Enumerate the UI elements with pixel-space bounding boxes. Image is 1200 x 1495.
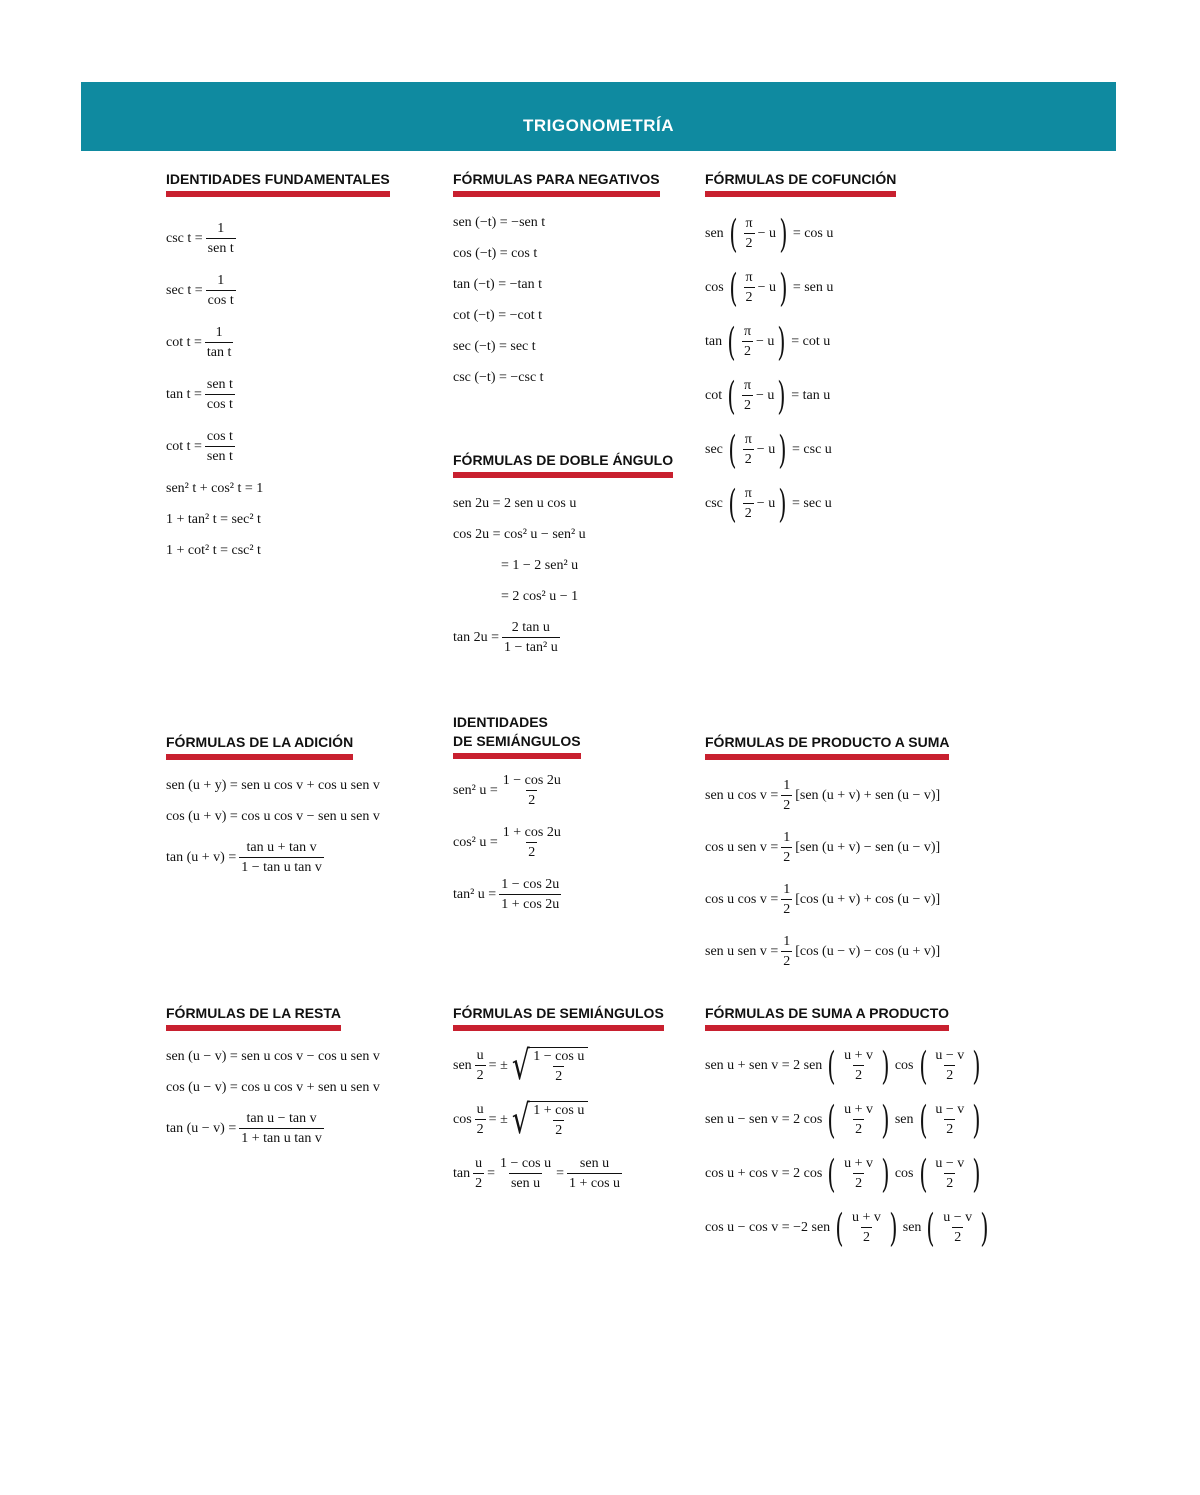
formula-line: sen (u − v) = sen u cos v − cos u sen v bbox=[166, 1048, 380, 1064]
parenthesized-group: ( $\frac{\pi}{2}$ − u ) bbox=[728, 428, 787, 472]
denominator: 2 bbox=[744, 287, 755, 307]
formula-lhs: tan (u − v) = bbox=[166, 1121, 237, 1136]
formula-lhs: sen u + sen v = 2 sen bbox=[705, 1058, 823, 1073]
formula-lhs: cos u cos v = bbox=[705, 892, 779, 907]
denominator: 2 bbox=[944, 1173, 955, 1193]
denominator: 2 bbox=[526, 790, 537, 810]
formula-line: cos (u + v) = cos u cos v − sen u sen v bbox=[166, 808, 380, 824]
formula-row bbox=[705, 1147, 994, 1201]
section-formulas-doble-angulo bbox=[453, 451, 673, 664]
numerator: sen t bbox=[206, 377, 233, 392]
numerator: 1 bbox=[217, 273, 225, 288]
numerator: π bbox=[744, 432, 752, 447]
fraction bbox=[781, 933, 792, 971]
denominator: 1 − tan² u bbox=[502, 637, 560, 657]
parenthesized-group: ( $\frac{\pi}{2}$ − u ) bbox=[729, 212, 788, 256]
numerator: u bbox=[476, 1102, 484, 1117]
numerator: 1 bbox=[217, 221, 225, 236]
formula-row bbox=[705, 1093, 994, 1147]
formula-row bbox=[166, 421, 390, 473]
denominator: 2 bbox=[526, 842, 537, 862]
fraction bbox=[501, 772, 563, 810]
numerator: tan u + tan v bbox=[246, 840, 317, 855]
parenthesized-group: ( $\frac{u + v}{2}$ ) bbox=[827, 1098, 890, 1142]
parenthesized-group: ( $\frac{u - v}{2}$ ) bbox=[918, 1098, 981, 1142]
formula-row bbox=[705, 369, 896, 423]
numerator: π bbox=[743, 378, 752, 393]
parenthesized-group: ( $\frac{u + v}{2}$ ) bbox=[827, 1152, 890, 1196]
formula-rhs: [sen (u + v) + sen (u − v)] bbox=[795, 788, 941, 803]
fraction bbox=[781, 777, 792, 815]
formula-row bbox=[453, 869, 581, 921]
denominator: 2 bbox=[952, 1227, 963, 1247]
title-banner bbox=[81, 82, 1116, 151]
fraction bbox=[475, 1101, 486, 1139]
denominator: 2 bbox=[853, 1119, 864, 1139]
fraction bbox=[567, 1155, 622, 1193]
function-name: sen bbox=[902, 1220, 922, 1235]
section-heading bbox=[453, 713, 581, 759]
formula-line: cot (−t) = −cot t bbox=[453, 307, 542, 323]
formula-lhs: cot t = bbox=[166, 439, 202, 454]
formula-line: tan (−t) = −tan t bbox=[453, 276, 542, 292]
section-identidades-fundamentales bbox=[166, 170, 390, 566]
numerator: π bbox=[745, 270, 753, 285]
formula-row bbox=[705, 822, 949, 874]
numerator: 1 + cos u bbox=[533, 1102, 585, 1118]
numerator: 2 tan u bbox=[511, 620, 550, 635]
section-formulas-cofuncion bbox=[705, 170, 896, 531]
denominator: 2 bbox=[742, 395, 753, 415]
numerator: sen u bbox=[579, 1156, 610, 1171]
function-name: cos bbox=[453, 1112, 472, 1127]
formula-row bbox=[453, 612, 673, 664]
parenthesized-group: ( $\frac{\pi}{2}$ − u ) bbox=[729, 266, 788, 310]
formula-row bbox=[453, 1039, 664, 1093]
section-heading: FÓRMULAS DE COFUNCIÓN bbox=[705, 170, 896, 197]
formula-lhs: tan 2u = bbox=[453, 630, 499, 645]
numerator: u + v bbox=[844, 1048, 874, 1063]
formula-row bbox=[453, 1093, 664, 1147]
equals-sign: = bbox=[556, 1166, 564, 1181]
parenthesized-group: ( $\frac{u + v}{2}$ ) bbox=[827, 1044, 890, 1088]
heading-line-2: DE SEMIÁNGULOS bbox=[453, 733, 581, 749]
section-formulas-resta bbox=[166, 1004, 380, 1155]
section-producto-a-suma bbox=[705, 733, 949, 978]
formula-row bbox=[705, 770, 949, 822]
formula-lhs: sen u − sen v = 2 cos bbox=[705, 1112, 823, 1127]
function-name: cot bbox=[705, 388, 723, 403]
formula-rhs: = sen u bbox=[792, 280, 834, 295]
numerator: 1 bbox=[783, 934, 791, 949]
formula-row bbox=[705, 207, 896, 261]
formula-line: sen (−t) = −sen t bbox=[453, 214, 546, 230]
formula-line: sen (u + y) = sen u cos v + cos u sen v bbox=[166, 777, 380, 793]
formula-line: cos (−t) = cos t bbox=[453, 245, 538, 261]
numerator: 1 − cos u bbox=[533, 1048, 585, 1064]
fraction bbox=[781, 881, 792, 919]
page-title: TRIGONOMETRÍA bbox=[523, 116, 674, 135]
formula-row bbox=[705, 1039, 994, 1093]
fraction bbox=[781, 829, 792, 867]
denominator: 2 bbox=[781, 951, 792, 971]
fraction bbox=[475, 1047, 486, 1085]
function-name: cos bbox=[705, 280, 724, 295]
parenthesized-group: ( $\frac{\pi}{2}$ − u ) bbox=[727, 374, 786, 418]
section-heading: FÓRMULAS DE DOBLE ÁNGULO bbox=[453, 451, 673, 478]
formula-lhs: cos u sen v = bbox=[705, 840, 779, 855]
denominator: 2 bbox=[944, 1119, 955, 1139]
denominator: 2 bbox=[853, 1065, 864, 1085]
minus-u: − u bbox=[756, 496, 776, 511]
formula-rhs: = cos u bbox=[792, 226, 834, 241]
section-heading: FÓRMULAS DE PRODUCTO A SUMA bbox=[705, 733, 949, 760]
fraction bbox=[205, 428, 235, 466]
numerator: 1 bbox=[215, 325, 223, 340]
formula-lhs: sen² u = bbox=[453, 783, 498, 798]
parenthesized-group: ( $\frac{\pi}{2}$ − u ) bbox=[727, 320, 786, 364]
numerator: 1 bbox=[783, 778, 791, 793]
formula-row bbox=[166, 317, 390, 369]
fraction bbox=[206, 272, 236, 310]
section-heading: FÓRMULAS PARA NEGATIVOS bbox=[453, 170, 660, 197]
denominator: 2 bbox=[475, 1119, 486, 1139]
equals-sign: = bbox=[487, 1166, 496, 1181]
function-name: tan bbox=[453, 1166, 471, 1181]
minus-u: − u bbox=[757, 280, 776, 295]
formula-line: sen 2u = 2 sen u cos u bbox=[453, 495, 577, 511]
radical-icon: √ bbox=[511, 1097, 530, 1143]
numerator: tan u − tan v bbox=[246, 1111, 317, 1126]
formula-row bbox=[166, 369, 390, 421]
section-heading: IDENTIDADES FUNDAMENTALES bbox=[166, 170, 390, 197]
function-name: cos bbox=[894, 1166, 914, 1181]
formula-row bbox=[705, 261, 896, 315]
formula-lhs: cos u − cos v = −2 sen bbox=[705, 1220, 831, 1235]
formula-rhs: [cos (u + v) + cos (u − v)] bbox=[795, 892, 941, 907]
formula-lhs: cos u + cos v = 2 cos bbox=[705, 1166, 823, 1181]
numerator: u bbox=[475, 1156, 483, 1171]
square-root bbox=[508, 1043, 589, 1089]
section-formulas-semiangulos bbox=[453, 1004, 664, 1201]
formula-row bbox=[705, 874, 949, 926]
formula-lhs: tan (u + v) = bbox=[166, 850, 237, 865]
formula-rhs: = cot u bbox=[791, 334, 831, 349]
formula-row bbox=[705, 926, 949, 978]
formula-lhs: cot t = bbox=[166, 335, 202, 350]
numerator: u − v bbox=[935, 1048, 965, 1063]
denominator: tan t bbox=[205, 342, 234, 362]
denominator: 1 + tan u tan v bbox=[239, 1128, 324, 1148]
numerator: cos t bbox=[206, 429, 233, 444]
denominator: 2 bbox=[742, 341, 753, 361]
numerator: u − v bbox=[935, 1102, 965, 1117]
denominator: 2 bbox=[553, 1066, 564, 1086]
formula-lhs: tan² u = bbox=[453, 887, 497, 902]
numerator: u bbox=[476, 1048, 484, 1063]
formula-line: cos 2u = cos² u − sen² u bbox=[453, 526, 586, 542]
denominator: 1 + cos u bbox=[567, 1173, 622, 1193]
formula-line: cos (u − v) = cos u cos v + sen u sen v bbox=[166, 1079, 380, 1095]
function-name: cos bbox=[894, 1058, 914, 1073]
denominator: 2 bbox=[743, 449, 754, 469]
radical-icon: √ bbox=[511, 1043, 530, 1089]
denominator: 2 bbox=[475, 1065, 486, 1085]
fraction bbox=[473, 1155, 484, 1193]
function-name: sen bbox=[894, 1112, 914, 1127]
numerator: π bbox=[743, 324, 752, 339]
denominator: 2 bbox=[744, 233, 755, 253]
formula-row bbox=[453, 765, 581, 817]
fraction bbox=[206, 220, 236, 258]
formula-row bbox=[166, 1103, 380, 1155]
formula-row bbox=[705, 423, 896, 477]
denominator: 2 bbox=[861, 1227, 872, 1247]
formula-rhs: = sec u bbox=[792, 496, 832, 511]
fraction bbox=[499, 876, 561, 914]
formula-rhs: = tan u bbox=[791, 388, 831, 403]
denominator: 1 + cos 2u bbox=[499, 894, 561, 914]
denominator: 1 − tan u tan v bbox=[239, 857, 324, 877]
formula-row bbox=[705, 477, 896, 531]
numerator: 1 + cos 2u bbox=[502, 825, 561, 840]
numerator: u + v bbox=[844, 1156, 874, 1171]
formula-line: 1 + tan² t = sec² t bbox=[166, 511, 261, 527]
numerator: u + v bbox=[844, 1102, 874, 1117]
minus-u: − u bbox=[756, 334, 775, 349]
fraction bbox=[498, 1155, 553, 1193]
formula-line: = 2 cos² u − 1 bbox=[501, 588, 579, 604]
formula-rhs: [sen (u + v) − sen (u − v)] bbox=[795, 840, 941, 855]
section-heading: FÓRMULAS DE LA ADICIÓN bbox=[166, 733, 353, 760]
fraction bbox=[239, 839, 324, 877]
equals-plus-minus: = ± bbox=[488, 1058, 508, 1073]
section-formulas-adicion bbox=[166, 733, 380, 884]
denominator: 2 bbox=[781, 795, 792, 815]
numerator: π bbox=[744, 486, 752, 501]
formula-line: sec (−t) = sec t bbox=[453, 338, 536, 354]
formula-row bbox=[166, 265, 390, 317]
numerator: π bbox=[745, 216, 753, 231]
formula-lhs: sen u sen v = bbox=[705, 944, 779, 959]
numerator: u − v bbox=[935, 1156, 965, 1171]
parenthesized-group: ( $\frac{\pi}{2}$ − u ) bbox=[728, 482, 787, 526]
parenthesized-group: ( $\frac{u - v}{2}$ ) bbox=[926, 1206, 989, 1250]
formula-line: = 1 − 2 sen² u bbox=[501, 557, 579, 573]
function-name: csc bbox=[705, 496, 723, 511]
section-formulas-negativos bbox=[453, 170, 660, 393]
formula-lhs: sec t = bbox=[166, 283, 203, 298]
function-name: sen bbox=[705, 226, 724, 241]
square-root bbox=[508, 1097, 589, 1143]
heading-line-1: IDENTIDADES bbox=[453, 714, 548, 730]
function-name: sec bbox=[705, 442, 723, 457]
section-identidades-semiangulos bbox=[453, 713, 581, 921]
parenthesized-group: ( $\frac{u - v}{2}$ ) bbox=[918, 1152, 981, 1196]
fraction bbox=[239, 1110, 324, 1148]
numerator: u − v bbox=[943, 1210, 973, 1225]
numerator: u + v bbox=[852, 1210, 881, 1225]
denominator: cos t bbox=[206, 290, 236, 310]
denominator: 2 bbox=[944, 1065, 955, 1085]
fraction bbox=[205, 324, 234, 362]
formula-row bbox=[166, 213, 390, 265]
formula-row bbox=[453, 817, 581, 869]
denominator: 2 bbox=[781, 847, 792, 867]
fraction bbox=[501, 824, 563, 862]
denominator: 2 bbox=[553, 1120, 564, 1140]
formula-lhs: tan t = bbox=[166, 387, 202, 402]
formula-rhs: [cos (u − v) − cos (u + v)] bbox=[795, 944, 941, 959]
denominator: sen t bbox=[206, 238, 236, 258]
fraction bbox=[205, 376, 235, 414]
formula-lhs: sen u cos v = bbox=[705, 788, 779, 803]
formula-lhs: cos² u = bbox=[453, 835, 498, 850]
minus-u: − u bbox=[756, 442, 776, 457]
formula-rhs: = csc u bbox=[792, 442, 832, 457]
function-name: sen bbox=[453, 1058, 472, 1073]
section-heading: FÓRMULAS DE SEMIÁNGULOS bbox=[453, 1004, 664, 1031]
section-heading: FÓRMULAS DE LA RESTA bbox=[166, 1004, 341, 1031]
denominator: 2 bbox=[781, 899, 792, 919]
section-heading: FÓRMULAS DE SUMA A PRODUCTO bbox=[705, 1004, 949, 1031]
parenthesized-group: ( $\frac{u - v}{2}$ ) bbox=[918, 1044, 981, 1088]
formula-row bbox=[453, 1147, 664, 1201]
formula-row bbox=[705, 315, 896, 369]
denominator: sen t bbox=[205, 446, 235, 466]
formula-row bbox=[166, 832, 380, 884]
formula-line: csc (−t) = −csc t bbox=[453, 369, 544, 385]
denominator: 2 bbox=[743, 503, 754, 523]
denominator: cos t bbox=[205, 394, 235, 414]
numerator: 1 bbox=[783, 882, 791, 897]
formula-line: 1 + cot² t = csc² t bbox=[166, 542, 261, 558]
formula-row bbox=[705, 1201, 994, 1255]
fraction bbox=[502, 619, 560, 657]
numerator: 1 − cos 2u bbox=[502, 773, 561, 788]
minus-u: − u bbox=[757, 226, 776, 241]
formula-line: sen² t + cos² t = 1 bbox=[166, 480, 264, 496]
denominator: 2 bbox=[853, 1173, 864, 1193]
denominator: 2 bbox=[473, 1173, 484, 1193]
denominator: sen u bbox=[509, 1173, 542, 1193]
formula-lhs: csc t = bbox=[166, 231, 203, 246]
minus-u: − u bbox=[756, 388, 775, 403]
numerator: 1 − cos u bbox=[500, 1156, 552, 1171]
section-suma-a-producto bbox=[705, 1004, 994, 1255]
parenthesized-group: ( $\frac{u + v}{2}$ ) bbox=[835, 1206, 898, 1250]
numerator: 1 bbox=[783, 830, 791, 845]
equals-plus-minus: = ± bbox=[488, 1112, 508, 1127]
numerator: 1 − cos 2u bbox=[501, 877, 560, 892]
function-name: tan bbox=[705, 334, 723, 349]
